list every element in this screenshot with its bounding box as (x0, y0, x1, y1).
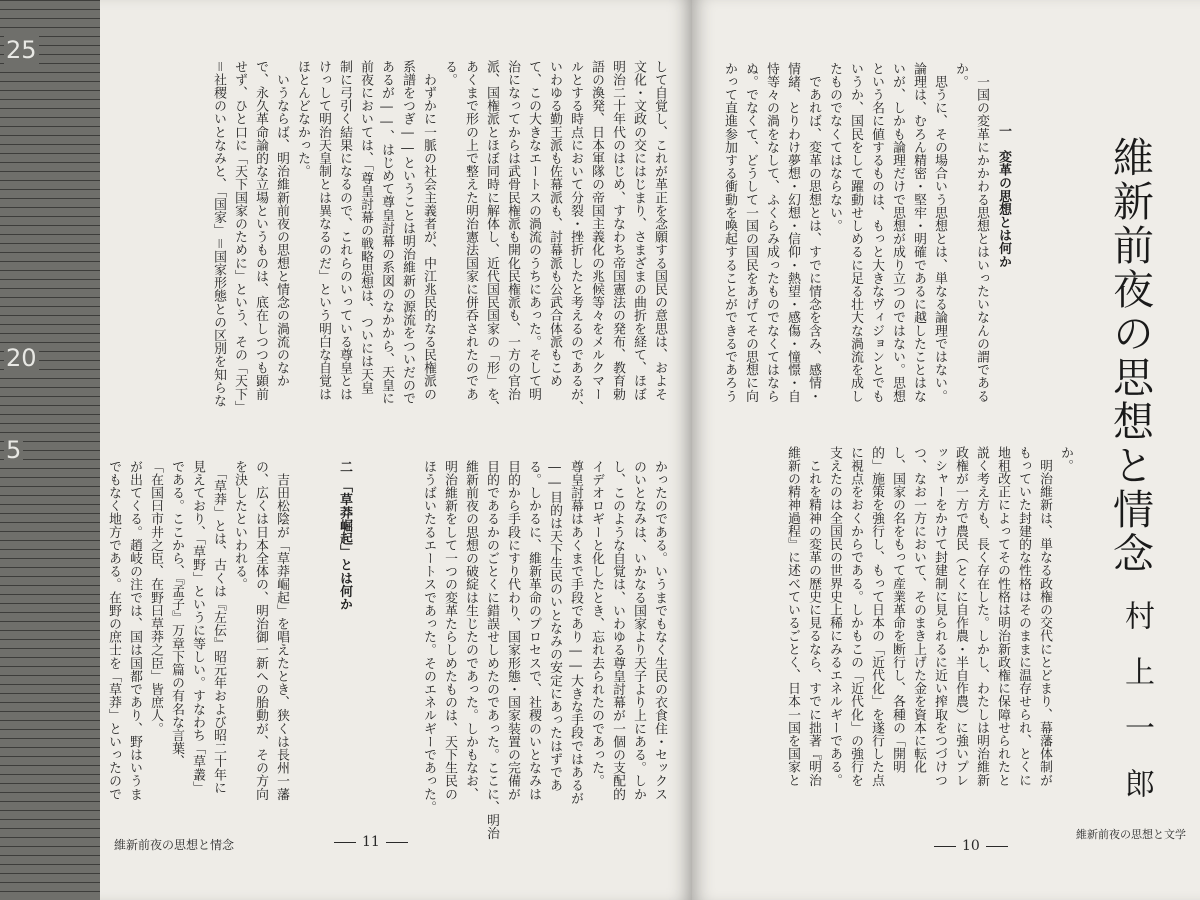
text-line: し、このような自覚は、いわゆる尊皇討幕が一個の支配的 (610, 460, 625, 801)
text-line: ッシャーをかけて封建制に見られるに近い搾取をつづけつ (932, 446, 947, 787)
text-line: が出てくる。趙岐の注では、国は国都であり、野はいうま (127, 460, 142, 801)
text-line: わずかに一脈の社会主義者が、中江兆民的なる民権派の (421, 60, 436, 401)
text-line: である。ここから、『孟子』万章下篇の有名な言葉、 (169, 460, 184, 768)
text-line: という名に値するものは、もっと大きなヴィジョンとでも (869, 62, 884, 403)
text-line: 系譜をつぎ――ということは明治維新の源流をついだので (400, 60, 415, 405)
running-footer-right: 維新前夜の思想と文学 (1076, 828, 1186, 841)
ruler-mark-20: 20 (6, 344, 37, 372)
text-line: ほうばいたるエートスであった。そのエネルギーであった。 (421, 460, 436, 814)
article-title: 維新前夜の思想と情念 (1106, 136, 1154, 576)
ruler-mark-5: 5 (6, 436, 22, 464)
ruler-mark-25: 25 (6, 36, 37, 64)
text-line: 政権が一方で農民（とくに自作農・半自作農）に強いプレ (953, 446, 968, 787)
text-line: 恃等々の渦をなして、ふくらみ成ったものでなくてはなら (764, 62, 779, 403)
measuring-ruler (0, 0, 100, 900)
text-line: 文化・文政の交にはじまり、さまざまの曲折を経て、ほぼ (631, 60, 646, 401)
text-line: 「在国曰市井之臣、在野曰草莽之臣」皆庶人。 (148, 460, 163, 736)
text-line: 思うに、その場合いう思想とは、単なる論理ではない。 (932, 62, 947, 403)
text-line: 明治二十年代のはじめ、すなわち帝国憲法の発布、教育勅 (610, 60, 625, 401)
text-line: かったのである。いうまでもなく生民の衣食住・セックス (652, 460, 667, 801)
text-line: せず、ひと口に「天下国家のために」という、その「天下」 (232, 60, 247, 414)
text-line: あるが――、はじめて尊皇討幕の系図のなかから、天皇に (379, 60, 394, 405)
right-page-lower-column (692, 446, 1076, 818)
text-line: ルとする時点において分裂・挫折したと考えるのであるが、 (568, 60, 583, 414)
text-line: 二 「草莽崛起」とは何か (337, 460, 352, 611)
text-line (313, 460, 334, 832)
text-line: 一国の変革にかかわる思想とはいったいなんの謂である (974, 62, 989, 403)
text-line: 情緒、とりわけ夢想・幻想・信仰・熱望・感傷・憧憬・自 (785, 62, 800, 403)
text-line: いうならば、明治維新前夜の思想と情念の渦流のなか (274, 60, 289, 388)
text-line: 目的であるかのごとくに錯誤せしめたのであった。ここに、明治 (484, 460, 499, 840)
left-page-lower-column (106, 460, 670, 840)
text-line: 的」施策を強行し、もって日本の「近代化」を遂行した点 (869, 446, 884, 787)
text-line: 維新の精神過程』に述べているごとく、日本一国を国家と (785, 446, 800, 787)
text-line: イデオロギーと化したとき、忘れ去られたのであった。 (589, 460, 604, 788)
text-line: で、永久革命論的な立場というものは、底在しつつも顕前 (253, 60, 268, 401)
text-line: して自覚し、これが革正を念願する国民の意思は、およそ (652, 60, 667, 401)
text-line: 「草莽」とは、古くは『左伝』昭元年および昭二十年に (211, 460, 226, 795)
text-line: たものでなくてはならない。 (827, 62, 842, 233)
text-line: のいとなみは、いかなる国家より天子より上にある。しか (631, 460, 646, 801)
text-line: けっして明治天皇制とは異なるのだ」という明白な自覚は (316, 60, 331, 401)
text-line: 見えており、「草野」というに等しい。すなわち「草叢」 (190, 460, 205, 795)
text-line: の、広くは日本全体の、明治御一新への胎動が、その方向 (253, 460, 268, 801)
author-name: 村上一郎 (1119, 600, 1154, 824)
section-heading-text: 一 変革の思想とは何か (996, 124, 1011, 269)
text-line: し、国家の名をもって産業革命を断行し、各種の「開明 (890, 446, 905, 774)
text-line: 説く考え方も、長く存在した。しかし、わたしは明治維新 (974, 446, 989, 787)
text-line: 論理は、むろん精密・堅牢・明確であるに越したことはな (911, 62, 926, 403)
right-page (692, 0, 1200, 900)
text-line: る。しかるに、維新革命のプロセスで、社稷のいとなみは (526, 460, 541, 801)
text-line: いうか、国民をして躍動せしめるに足る壮大な渦流を成し (848, 62, 863, 403)
text-line: 語の渙発、日本軍隊の帝国主義化の兆候等々をメルクマー (589, 60, 604, 401)
text-line: 派、国権派とほぼ同時に解体し、近代国民国家の「形」を、 (484, 60, 499, 414)
text-line: 吉田松陰が「草莽崛起」を唱えたとき、狭くは長州一藩 (274, 460, 289, 801)
text-line: 維新前夜の思想の破綻は生じたのであった。しかもなお、 (463, 460, 478, 801)
text-line: あくまで形の上で整えた明治憲法国家に併呑されたのであ (463, 60, 478, 401)
text-line: を決したといわれる。 (232, 460, 247, 591)
text-line: か。 (953, 62, 968, 89)
text-line: 明治維新は、単なる政権の交代にとどまり、幕藩体制が (1037, 446, 1052, 787)
text-line: ほとんどなかった。 (295, 60, 310, 178)
text-line: いわゆる勤王派も佐幕派も、討幕派も公武合体派もこめ (547, 60, 562, 388)
left-page-upper-column (114, 60, 670, 432)
text-line: 尊皇討幕はあくまで手段であり――大きな手段ではあるが (568, 460, 583, 805)
text-line: て、この大きなエートスの渦流のうちにあった。そして明 (526, 60, 541, 401)
text-line (292, 460, 313, 832)
page-number-right: 10 (928, 838, 1014, 854)
text-line: 地租改正によってその性格は明治新政権に保障せられたと (995, 446, 1010, 787)
text-line (376, 460, 397, 832)
right-page-upper-column (692, 62, 992, 434)
text-line: もっていた封建的な性格はそのままに温存せられ、とくに (1016, 446, 1031, 787)
text-line: かって直進参加する衝動を喚起することができるであろう (722, 62, 737, 403)
text-line: 前夜においては、「尊皇討幕の戦略思想は、ついには天皇 (358, 60, 373, 395)
text-line: る。 (442, 60, 457, 87)
text-line: いが、しかも論理だけで思想が成り立つのではない。思想 (890, 62, 905, 403)
running-footer-left: 維新前夜の思想と情念 (114, 838, 235, 852)
left-page (100, 0, 692, 900)
section-heading (993, 124, 1014, 374)
text-line: 制に弓引く結果になるので、これらのいっている尊皇とは (337, 60, 352, 401)
text-line: ぬ。でなくて、どうして一国の国民をあげてその思想に向 (743, 62, 758, 403)
text-line: これを精神の変革の歴史に見るなら、すでに拙著『明治 (806, 446, 821, 787)
page-number-left: 11 (328, 834, 414, 850)
text-line: つ、なお一方において、そのまき上げた金を資本に転化 (911, 446, 926, 774)
text-line: ――目的は天下生民のいとなみの安定にあったはずであ (547, 460, 562, 792)
text-line (397, 460, 418, 832)
text-line: 治になってからは武骨民権派も開化民権派も、一方の官治 (505, 60, 520, 401)
text-line: であれば、変革の思想とは、すでに情念を含み、感情・ (806, 62, 821, 403)
text-line: 明治維新をして一つの変革たらしめたものは、天下生民の (442, 460, 457, 801)
text-line: ＝社稷のいとなみと、「国家」＝国家形態との区別を知らな (211, 60, 226, 408)
text-line: に視点をおくからである。しかもこの「近代化」の強行を (848, 446, 863, 787)
text-line (355, 460, 376, 832)
text-line: 目的から手段にすり代わり、国家形態・国家装置の完備が (505, 460, 520, 801)
text-line: 支えたのは全国民の世界史上稀にみるエネルギーである。 (827, 446, 842, 787)
text-line: でもなく地方である。在野の庶士を「草莽」といったので (106, 460, 121, 801)
text-line: か。 (1058, 446, 1073, 473)
